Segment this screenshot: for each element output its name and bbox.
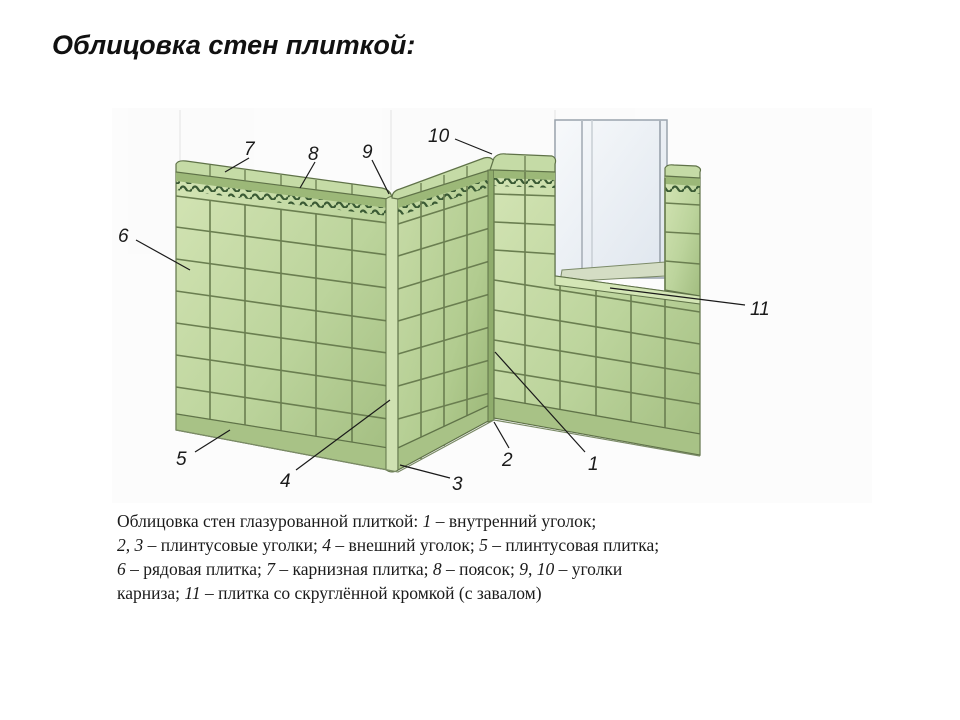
callout-9: 9: [362, 142, 373, 163]
caption-text: – плитка со скруглённой кромкой (с завалом): [200, 583, 542, 603]
caption-text: – рядовая плитка;: [125, 559, 267, 579]
caption-number: 4: [322, 535, 332, 555]
callout-11: 11: [750, 299, 770, 320]
caption-line-2: [117, 533, 877, 557]
caption-text: Облицовка стен глазурованной плиткой:: [117, 511, 423, 531]
figure-caption: [117, 509, 877, 605]
caption-line-1: [117, 509, 877, 533]
caption-number: 10: [536, 559, 555, 579]
caption-number: 2: [117, 535, 126, 555]
caption-text: ,: [527, 559, 537, 579]
caption-text: – плинтусовые уголки;: [143, 535, 323, 555]
callout-2: 2: [502, 450, 513, 471]
callout-6: 6: [118, 226, 129, 247]
callout-8: 8: [308, 144, 319, 165]
caption-number: 5: [479, 535, 488, 555]
window: [555, 120, 667, 282]
caption-text: – уголки: [554, 559, 623, 579]
caption-text: – плинтусовая плитка;: [487, 535, 660, 555]
slide-title: Облицовка стен плиткой:: [52, 30, 416, 60]
callout-10: 10: [428, 126, 450, 147]
callout-4: 4: [280, 471, 291, 492]
caption-number: 8: [432, 559, 442, 579]
caption-line-3: [117, 557, 877, 581]
caption-number: 3: [134, 535, 144, 555]
middle-wall: [398, 170, 490, 470]
caption-line-4: [117, 581, 877, 605]
caption-number: 11: [184, 583, 201, 603]
callout-3: 3: [452, 474, 463, 495]
external-corner-tile: [386, 197, 398, 473]
caption-text: ,: [125, 535, 135, 555]
caption-number: 7: [266, 559, 276, 579]
caption-text: – карнизная плитка;: [275, 559, 433, 579]
caption-text: – внешний уголок;: [331, 535, 480, 555]
caption-number: 9: [519, 559, 528, 579]
callout-5: 5: [176, 449, 187, 470]
caption-text: – внутренний уголок;: [431, 511, 597, 531]
caption-number: 1: [422, 511, 432, 531]
callout-1: 1: [588, 454, 599, 475]
caption-text: – поясок;: [441, 559, 520, 579]
caption-text: карниза;: [117, 583, 185, 603]
caption-number: 6: [117, 559, 126, 579]
internal-corner-tile: [488, 170, 494, 422]
callout-7: 7: [244, 139, 255, 160]
